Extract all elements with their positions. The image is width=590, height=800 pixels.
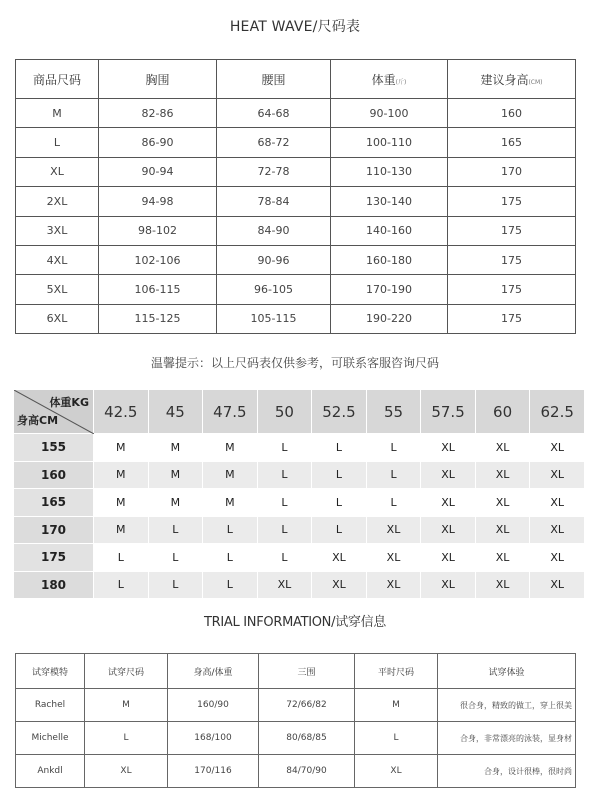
table-cell: 78-84 xyxy=(217,187,331,216)
table-row xyxy=(16,128,576,157)
grid-cell: XL xyxy=(421,571,476,599)
table-cell: 5XL xyxy=(16,275,99,304)
table-cell: 160-180 xyxy=(331,245,448,274)
grid-cell: L xyxy=(257,489,312,517)
trial-cell: 合身，设计很棒，很时尚 xyxy=(438,755,576,788)
grid-cell: L xyxy=(312,489,367,517)
trial-cell: 合身，非常漂亮的泳装，显身材 xyxy=(438,722,576,755)
grid-cell: M xyxy=(94,461,149,489)
table-row xyxy=(16,245,576,274)
weight-header: 60 xyxy=(475,390,530,434)
table-cell: 175 xyxy=(448,245,576,274)
table-cell: 82-86 xyxy=(99,99,217,128)
grid-cell: L xyxy=(203,544,258,572)
weight-header: 47.5 xyxy=(203,390,258,434)
grid-cell: M xyxy=(148,461,203,489)
trial-cell: 170/116 xyxy=(168,755,259,788)
grid-row xyxy=(14,516,585,544)
grid-cell: L xyxy=(148,544,203,572)
table-cell: 175 xyxy=(448,275,576,304)
height-label: 175 xyxy=(14,544,94,572)
grid-cell: XL xyxy=(530,489,585,517)
grid-cell: XL xyxy=(475,461,530,489)
weight-header: 45 xyxy=(148,390,203,434)
grid-cell: XL xyxy=(421,461,476,489)
table-cell: 84-90 xyxy=(217,216,331,245)
grid-cell: L xyxy=(312,516,367,544)
grid-cell: XL xyxy=(366,571,421,599)
height-label: 155 xyxy=(14,434,94,462)
table-row xyxy=(16,187,576,216)
table-cell: 4XL xyxy=(16,245,99,274)
trial-cell: L xyxy=(85,722,168,755)
grid-header-row xyxy=(14,390,585,434)
trial-header: 身高/体重 xyxy=(168,654,259,689)
trial-header: 试穿模特 xyxy=(16,654,85,689)
trial-cell: L xyxy=(355,722,438,755)
header-weight: 体重(斤) xyxy=(331,60,448,99)
trial-info-title: TRIAL INFORMATION/试穿信息 xyxy=(204,615,386,630)
header-size: 商品尺码 xyxy=(16,60,99,99)
corner-weight-label: 体重KG xyxy=(49,396,89,409)
trial-row xyxy=(16,755,576,788)
table-cell: 165 xyxy=(448,128,576,157)
trial-cell: M xyxy=(85,689,168,722)
table-cell: 90-94 xyxy=(99,157,217,186)
grid-cell: L xyxy=(257,461,312,489)
grid-cell: M xyxy=(94,489,149,517)
grid-cell: M xyxy=(203,434,258,462)
grid-cell: XL xyxy=(257,571,312,599)
size-tip: 温馨提示：以上尺码表仅供参考，可联系客服咨询尺码 xyxy=(150,356,439,370)
table-cell: 175 xyxy=(448,187,576,216)
grid-cell: L xyxy=(203,516,258,544)
trial-cell: 160/90 xyxy=(168,689,259,722)
trial-cell: 72/66/82 xyxy=(259,689,355,722)
size-table xyxy=(15,59,576,334)
grid-cell: XL xyxy=(312,571,367,599)
table-cell: 105-115 xyxy=(217,304,331,333)
table-cell: 6XL xyxy=(16,304,99,333)
grid-cell: XL xyxy=(530,571,585,599)
table-cell: 160 xyxy=(448,99,576,128)
grid-cell: M xyxy=(148,489,203,517)
weight-header: 52.5 xyxy=(312,390,367,434)
trial-cell: 80/68/85 xyxy=(259,722,355,755)
grid-cell: L xyxy=(257,516,312,544)
table-cell: 90-100 xyxy=(331,99,448,128)
table-cell: M xyxy=(16,99,99,128)
trial-cell: Rachel xyxy=(16,689,85,722)
table-cell: 130-140 xyxy=(331,187,448,216)
grid-cell: XL xyxy=(366,544,421,572)
grid-cell: L xyxy=(148,571,203,599)
grid-cell: XL xyxy=(421,489,476,517)
trial-cell: Michelle xyxy=(16,722,85,755)
grid-cell: XL xyxy=(530,434,585,462)
table-cell: 90-96 xyxy=(217,245,331,274)
trial-cell: Ankdl xyxy=(16,755,85,788)
table-row xyxy=(16,157,576,186)
size-table-header xyxy=(16,60,576,99)
height-label: 180 xyxy=(14,571,94,599)
header-height: 建议身高(CM) xyxy=(448,60,576,99)
grid-cell: L xyxy=(203,571,258,599)
grid-cell: XL xyxy=(312,544,367,572)
table-cell: 72-78 xyxy=(217,157,331,186)
grid-row xyxy=(14,461,585,489)
grid-cell: L xyxy=(312,434,367,462)
trial-cell: XL xyxy=(85,755,168,788)
table-cell: 2XL xyxy=(16,187,99,216)
table-row xyxy=(16,304,576,333)
weight-header: 55 xyxy=(366,390,421,434)
grid-cell: XL xyxy=(475,516,530,544)
table-cell: L xyxy=(16,128,99,157)
grid-cell: L xyxy=(94,544,149,572)
grid-row xyxy=(14,434,585,462)
grid-cell: M xyxy=(203,461,258,489)
trial-header: 试穿体验 xyxy=(438,654,576,689)
table-cell: 94-98 xyxy=(99,187,217,216)
table-cell: 106-115 xyxy=(99,275,217,304)
trial-cell: 84/70/90 xyxy=(259,755,355,788)
weight-header: 62.5 xyxy=(530,390,585,434)
trial-header: 三围 xyxy=(259,654,355,689)
weight-header: 57.5 xyxy=(421,390,476,434)
table-cell: 140-160 xyxy=(331,216,448,245)
trial-cell: 很合身，精致的做工，穿上很美 xyxy=(438,689,576,722)
table-cell: 86-90 xyxy=(99,128,217,157)
grid-cell: L xyxy=(257,434,312,462)
trial-header: 平时尺码 xyxy=(355,654,438,689)
trial-cell: M xyxy=(355,689,438,722)
header-waist: 腰围 xyxy=(217,60,331,99)
grid-cell: L xyxy=(94,571,149,599)
grid-cell: XL xyxy=(530,516,585,544)
weight-header: 42.5 xyxy=(94,390,149,434)
table-cell: 170-190 xyxy=(331,275,448,304)
size-chart-title: HEAT WAVE/尺码表 xyxy=(229,19,361,35)
table-cell: 102-106 xyxy=(99,245,217,274)
grid-corner xyxy=(14,390,94,434)
grid-cell: M xyxy=(94,434,149,462)
weight-height-grid xyxy=(13,389,585,598)
header-bust: 胸围 xyxy=(99,60,217,99)
table-cell: XL xyxy=(16,157,99,186)
table-cell: 96-105 xyxy=(217,275,331,304)
table-row xyxy=(16,216,576,245)
grid-cell: M xyxy=(203,489,258,517)
trial-header: 试穿尺码 xyxy=(85,654,168,689)
table-cell: 170 xyxy=(448,157,576,186)
grid-cell: XL xyxy=(421,516,476,544)
table-cell: 115-125 xyxy=(99,304,217,333)
corner-height-label: 身高CM xyxy=(17,414,59,427)
grid-row xyxy=(14,571,585,599)
table-cell: 100-110 xyxy=(331,128,448,157)
grid-cell: L xyxy=(148,516,203,544)
grid-cell: L xyxy=(366,434,421,462)
weight-header: 50 xyxy=(257,390,312,434)
grid-cell: XL xyxy=(475,489,530,517)
trial-table xyxy=(15,653,576,788)
grid-cell: XL xyxy=(475,434,530,462)
table-cell: 110-130 xyxy=(331,157,448,186)
grid-cell: XL xyxy=(421,544,476,572)
height-label: 165 xyxy=(14,489,94,517)
trial-cell: 168/100 xyxy=(168,722,259,755)
height-label: 170 xyxy=(14,516,94,544)
grid-cell: M xyxy=(148,434,203,462)
grid-cell: L xyxy=(257,544,312,572)
table-cell: 64-68 xyxy=(217,99,331,128)
table-cell: 3XL xyxy=(16,216,99,245)
grid-cell: L xyxy=(312,461,367,489)
trial-row xyxy=(16,689,576,722)
table-cell: 98-102 xyxy=(99,216,217,245)
grid-cell: XL xyxy=(421,434,476,462)
grid-cell: XL xyxy=(475,571,530,599)
table-row xyxy=(16,99,576,128)
grid-cell: XL xyxy=(475,544,530,572)
grid-row xyxy=(14,489,585,517)
weight-height-table xyxy=(13,389,585,599)
table-cell: 175 xyxy=(448,304,576,333)
trial-table-header xyxy=(16,654,576,689)
grid-cell: XL xyxy=(366,516,421,544)
table-cell: 68-72 xyxy=(217,128,331,157)
grid-row xyxy=(14,544,585,572)
table-cell: 190-220 xyxy=(331,304,448,333)
trial-cell: XL xyxy=(355,755,438,788)
table-cell: 175 xyxy=(448,216,576,245)
grid-cell: M xyxy=(94,516,149,544)
grid-cell: XL xyxy=(530,461,585,489)
grid-cell: L xyxy=(366,489,421,517)
grid-cell: XL xyxy=(530,544,585,572)
trial-row xyxy=(16,722,576,755)
grid-cell: L xyxy=(366,461,421,489)
height-label: 160 xyxy=(14,461,94,489)
table-row xyxy=(16,275,576,304)
